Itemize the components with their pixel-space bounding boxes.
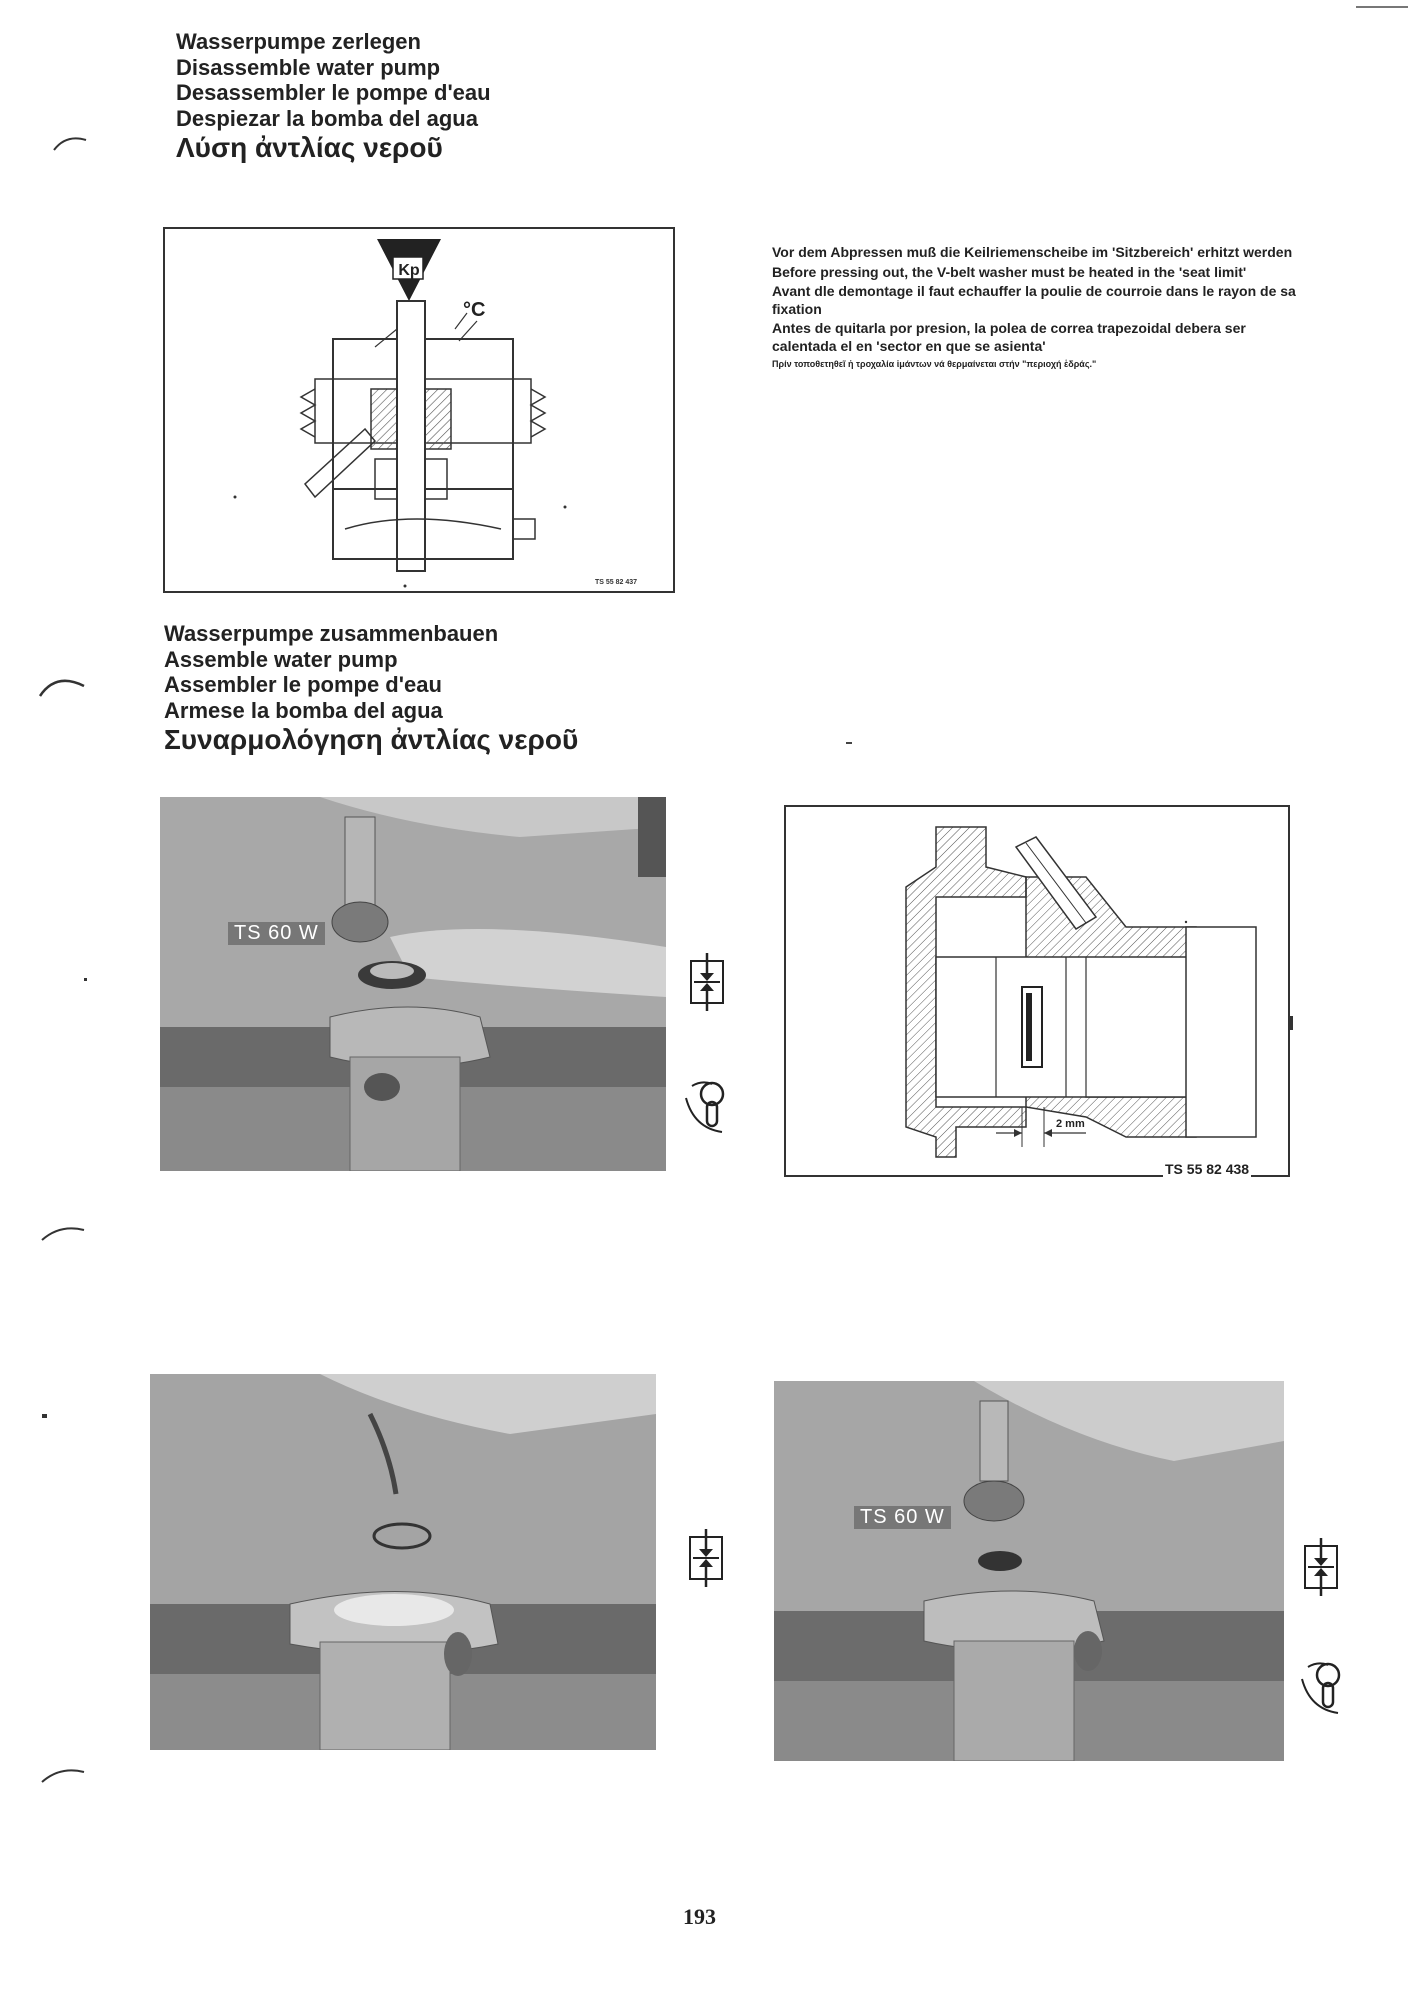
figure2-code: TS 55 82 438 bbox=[1165, 1161, 1250, 1177]
note-es: Antes de quitarla por presion, la polea de correa trapezoidal debera ser calentada el en 'sector en que se asienta' bbox=[772, 320, 1246, 354]
press-icon bbox=[689, 953, 725, 1011]
assemble-heading bbox=[164, 621, 724, 757]
special-tool-wrench-icon bbox=[1298, 1659, 1356, 1717]
note-gr: Πρίν τοποθετηθεῖ ἡ τροχαλία ἱμάντων νά θερμαίνεται στήν "περιοχή ἑδράς." bbox=[772, 359, 1097, 369]
special-tool-wrench-icon bbox=[682, 1078, 740, 1136]
press-icon bbox=[688, 1529, 724, 1587]
page-number: 193 bbox=[683, 1904, 716, 1929]
tool-label-ts60w: TS 60 W bbox=[228, 922, 325, 945]
heading-line-en: Assemble water pump bbox=[164, 646, 398, 672]
stray-dash bbox=[846, 742, 852, 744]
margin-tick bbox=[1290, 1016, 1293, 1030]
heating-note bbox=[772, 244, 1312, 371]
heading-line-en: Disassemble water pump bbox=[176, 54, 441, 80]
photo-press-tool-2 bbox=[774, 1381, 1284, 1761]
note-fr: Avant dle demontage il faut echauffer la poulie de courroie dans le rayon de sa fixation bbox=[772, 283, 1296, 317]
top-rule bbox=[1356, 6, 1408, 8]
figure1-code: TS 55 82 437 bbox=[595, 579, 638, 586]
heading-line-es: Despiezar la bomba del agua bbox=[176, 105, 478, 131]
photo-press-tool-1 bbox=[160, 797, 666, 1171]
heading-line-es: Armese la bomba del agua bbox=[164, 697, 443, 723]
margin-mark bbox=[40, 1220, 86, 1244]
disassemble-heading bbox=[176, 29, 696, 165]
photo-o-ring-install bbox=[150, 1374, 656, 1750]
heading-line-gr: Συναρμολόγηση ἀντλίας νεροῦ bbox=[164, 724, 579, 755]
margin-mark bbox=[52, 128, 88, 154]
dimension-label: 2 mm bbox=[1056, 1118, 1085, 1130]
heading-line-fr: Desassembler le pompe d'eau bbox=[176, 80, 491, 105]
heading-line-de: Wasserpumpe zerlegen bbox=[176, 29, 421, 54]
note-en: Before pressing out, the V-belt washer must be heated in the 'seat limit' bbox=[772, 263, 1247, 280]
pump-cross-section-figure bbox=[163, 227, 675, 593]
margin-dot bbox=[42, 1414, 47, 1418]
heading-line-de: Wasserpumpe zusammenbauen bbox=[164, 621, 499, 646]
note-de: Vor dem Abpressen muß die Keilriemenscheibe im 'Sitzbereich' erhitzt werden bbox=[772, 244, 1293, 260]
margin-mark bbox=[38, 670, 86, 700]
seal-depth-figure bbox=[784, 805, 1290, 1177]
heading-line-gr: Λύση ἀντλίας νεροῦ bbox=[176, 132, 443, 163]
kp-badge: Kp bbox=[398, 262, 420, 279]
temperature-label: °C bbox=[463, 299, 486, 321]
tool-label-ts60w: TS 60 W bbox=[854, 1506, 951, 1529]
margin-mark bbox=[40, 1762, 86, 1786]
heading-line-fr: Assembler le pompe d'eau bbox=[164, 672, 442, 697]
margin-dot bbox=[84, 978, 87, 981]
pump-cross-section-drawing bbox=[165, 229, 673, 591]
press-icon bbox=[1303, 1538, 1339, 1596]
